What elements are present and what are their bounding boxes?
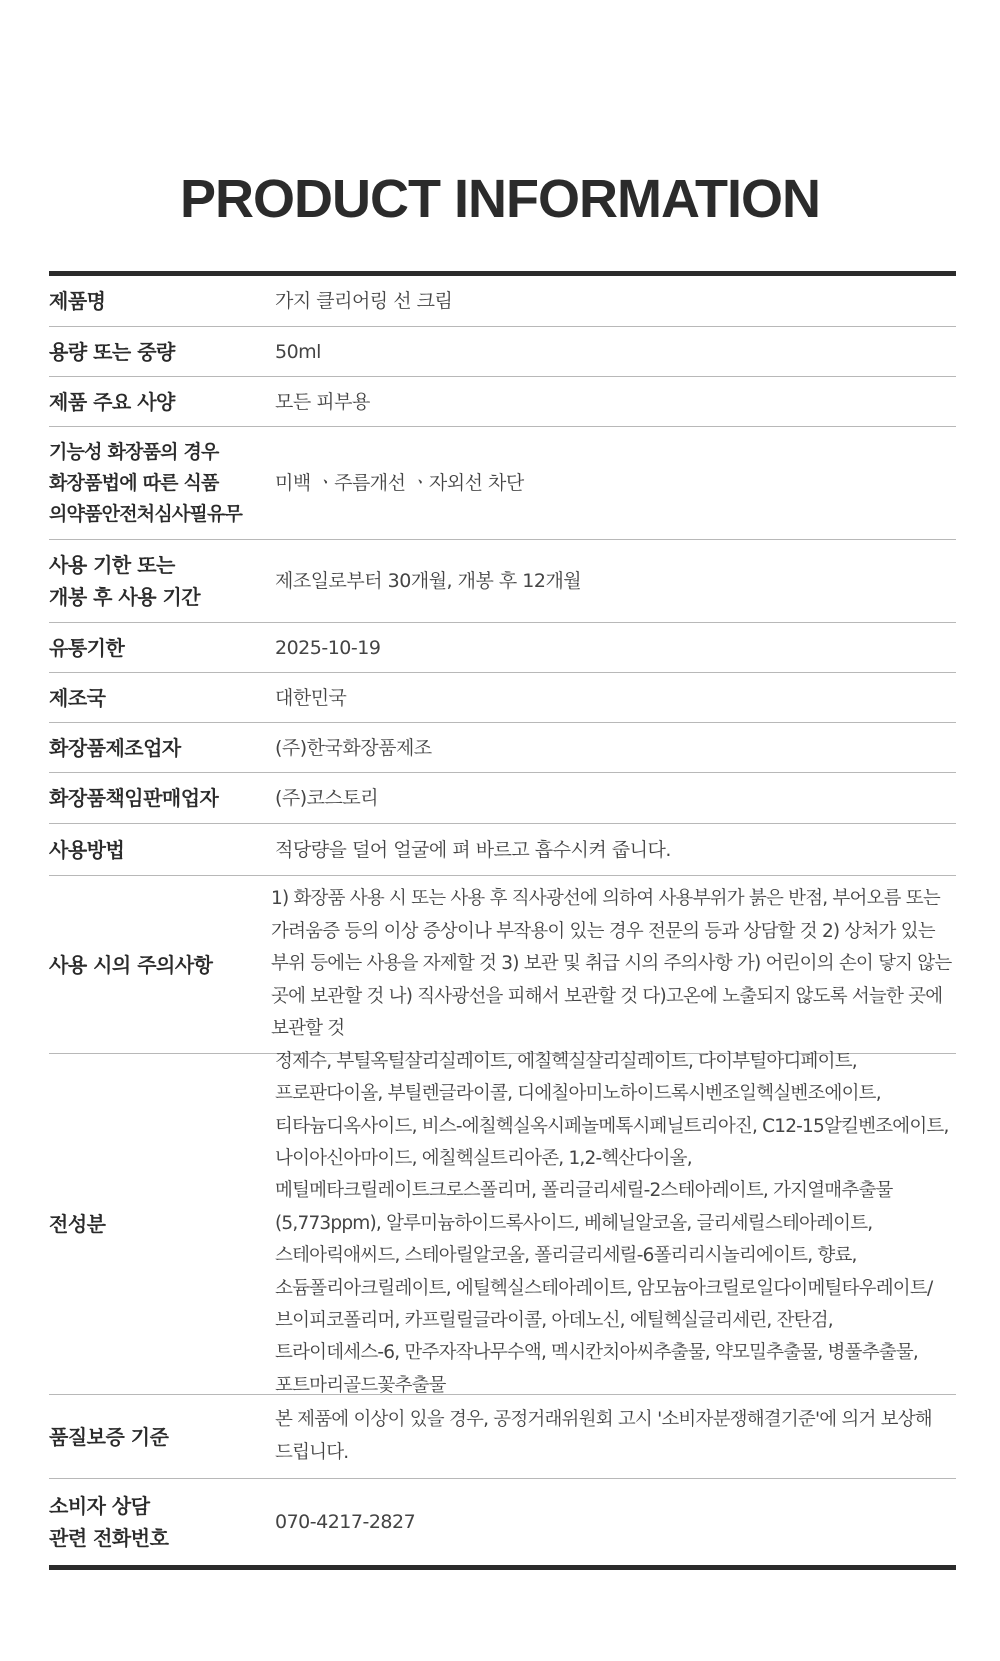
row-value-volume: 50ml: [275, 340, 321, 363]
row-value-expiry-period: 제조일로부터 30개월, 개봉 후 12개월: [275, 570, 582, 592]
table-row: [49, 326, 956, 376]
table-row: [49, 672, 956, 722]
row-value-manufacturer: (주)한국화장품제조: [275, 736, 432, 759]
row-value-ingredients: 정제수, 부틸옥틸살리실레이트, 에칠헥실살리실레이트, 다이부틸아디페이트, 프로판다이올, 부틸렌글라이콜, 디에칠아미노하이드록시벤조일헥실벤조에이트, 티타늄디옥사이드, 비스-에칠헥실옥시페놀메톡시페닐트리아진, C12-15알킬벤조에이트, 나이아신아마이드, 에칠헥실트리아존, 1,2-헥산다이올, 메틸메타크릴레이트크로스폴리머, 폴리글리세릴-2스테아레이트, 가지열매추출물(5,773ppm), 알루미늄하이드록사이드, 베헤닐알코올, 글리세릴스테아레이트, 스테아릭애씨드, 스테아릴알코올, 폴리글리세릴-6폴리리시놀리에이트, 향료, 소듐폴리아크릴레이트, 에틸헥실스테아레이트, 암모늄아크릴로일다이메틸타우레이트/브이피코폴리머, 카프릴릴글라이콜, 아데노신, 에틸헥실글리세린, 잔탄검, 트라이데세스-6, 만주자작나무수액, 멕시칸치아씨추출물, 약모밀추출물, 병풀추출물, 포트마리골드꽃추출물: [275, 1050, 949, 1396]
row-label-usage: 사용방법: [49, 837, 125, 862]
table-row: [49, 276, 956, 326]
row-value-quality-guarantee: 본 제품에 이상이 있을 경우, 공정거래위원회 고시 '소비자분쟁해결기준'에 의거 보상해 드립니다.: [275, 1409, 932, 1463]
product-info-table: [49, 271, 956, 1570]
row-value-expiration-date: 2025-10-19: [275, 636, 381, 659]
table-row: [49, 875, 956, 1053]
row-label-expiry-period: 사용 기한 또는 개봉 후 사용 기간: [49, 553, 201, 609]
row-value-precautions: 1) 화장품 사용 시 또는 사용 후 직사광선에 의하여 사용부위가 붉은 반점, 부어오름 또는 가려움증 등의 이상 증상이나 부작용이 있는 경우 전문의 등과 상담할 것 2) 상처가 있는 부위 등에는 사용을 자제할 것 3) 보관 및 취급 시의 주의사항 가) 어린이의 손이 닿지 않는 곳에 보관할 것 나) 직사광선을 피해서 보관할 것 다)고온에 노출되지 않도록 서늘한 곳에 보관할 것: [271, 888, 952, 1040]
row-label-precautions: 사용 시의 주의사항: [49, 952, 213, 977]
table-row: [49, 1050, 956, 1396]
row-label-functional: 기능성 화장품의 경우 화장품법에 따른 식품 의약품안전처심사필유무: [49, 440, 243, 525]
row-label-ingredients: 전성분: [49, 1212, 106, 1236]
table-row: [49, 376, 956, 426]
row-label-expiration-date: 유통기한: [49, 635, 125, 660]
row-value-product-name: 가지 클리어링 선 크림: [275, 290, 453, 312]
row-value-distributor: (주)코스토리: [275, 787, 379, 809]
row-label-distributor: 화장품책임판매업자: [49, 786, 219, 810]
row-label-country: 제조국: [49, 685, 106, 710]
row-label-quality-guarantee: 품질보증 기준: [49, 1424, 169, 1449]
row-value-spec: 모든 피부용: [275, 390, 370, 413]
table-row: [49, 426, 956, 539]
row-label-customer-phone: 소비자 상담 관련 전화번호: [49, 1494, 169, 1550]
table-row: [49, 772, 956, 823]
table-row: [49, 1478, 956, 1565]
row-value-usage: 적당량을 덜어 얼굴에 펴 바르고 흡수시켜 줍니다.: [275, 838, 671, 861]
page-title: PRODUCT INFORMATION: [180, 169, 820, 229]
row-label-manufacturer: 화장품제조업자: [49, 735, 181, 760]
row-value-functional: 미백 ㆍ주름개선 ㆍ자외선 차단: [275, 472, 524, 494]
row-label-product-name: 제품명: [49, 289, 106, 313]
table-row: [49, 539, 956, 622]
row-value-customer-phone: 070-4217-2827: [275, 1511, 416, 1533]
table-row: [49, 823, 956, 875]
row-value-country: 대한민국: [275, 686, 347, 709]
table-row: [49, 1394, 956, 1478]
row-label-spec: 제품 주요 사양: [49, 389, 175, 414]
table-row: [49, 622, 956, 672]
row-label-volume: 용량 또는 중량: [49, 339, 175, 364]
table-row: [49, 722, 956, 772]
